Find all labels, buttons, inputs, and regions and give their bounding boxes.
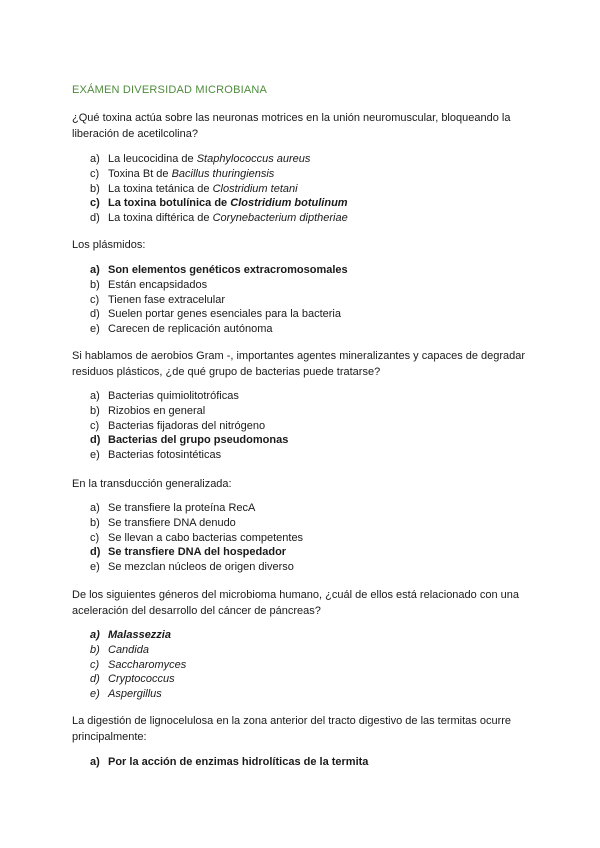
option-item: b) La toxina tetánica de Clostridium tetani (90, 182, 298, 195)
option-item: d) Cryptococcus (90, 673, 175, 686)
option-item: c) Tienen fase extracelular (90, 293, 225, 306)
option-item: c) Bacterias fijadoras del nitrógeno (90, 419, 266, 432)
page-title: EXÁMEN DIVERSIDAD MICROBIANA (72, 84, 268, 96)
option-item-correct: c) La toxina botulínica de Clostridium botulinum (90, 197, 348, 210)
option-item: d) Suelen portar genes esenciales para la bacteria (90, 308, 341, 321)
question-1-options (90, 152, 348, 226)
question-3-options (90, 389, 288, 463)
option-item: e) Bacterias fotosintéticas (90, 449, 222, 462)
question-2: Los plásmidos: (72, 239, 146, 251)
option-item: b) Candida (90, 643, 149, 656)
option-item-correct: a) Son elementos genéticos extracromosomales (90, 264, 348, 276)
option-item: c) Toxina Bt de Bacillus thuringiensis (90, 167, 275, 180)
option-item: d) La toxina diftérica de Corynebacterium diptheriae (90, 212, 348, 225)
option-item: b) Están encapsidados (90, 278, 208, 291)
option-item: c) Se llevan a cabo bacterias competentes (90, 531, 304, 544)
option-item: a) La leucocidina de Staphylococcus aureus (90, 153, 311, 165)
question-4: En la transducción generalizada: (72, 478, 232, 490)
question-6-options (90, 755, 368, 770)
option-item: e) Aspergillus (90, 688, 162, 701)
option-item: b) Rizobios en general (90, 404, 206, 417)
option-item-correct: a) Por la acción de enzimas hidrolíticas de la termita (90, 756, 369, 768)
option-item: a) Bacterias quimiolitotróficas (90, 390, 239, 402)
question-6: La digestión de lignocelulosa en la zona anterior del tracto digestivo de las termitas ocurre principalmente: (72, 715, 512, 743)
question-5-options (90, 628, 186, 702)
option-item-correct: a) Malassezzia (90, 629, 171, 641)
question-2-options (90, 263, 348, 337)
option-item: e) Carecen de replicación autónoma (90, 323, 273, 336)
question-4-options (90, 501, 303, 575)
question-5: De los siguientes géneros del microbioma humano, ¿cuál de ellos está relacionado con una aceleración del desarrollo del cáncer de páncreas? (72, 589, 519, 617)
option-item-correct: d) Se transfiere DNA del hospedador (90, 546, 287, 559)
question-3: Si hablamos de aerobios Gram -, importantes agentes mineralizantes y capaces de degradar residuos plásticos, ¿de qué grupo de bacterias puede tratarse? (72, 350, 526, 378)
option-item: b) Se transfiere DNA denudo (90, 516, 236, 529)
option-item: c) Saccharomyces (90, 658, 187, 671)
question-1: ¿Qué toxina actúa sobre las neuronas motrices en la unión neuromuscular, bloqueando la liberación de acetilcolina? (72, 112, 511, 140)
option-item-correct: d) Bacterias del grupo pseudomonas (90, 434, 289, 447)
option-item: a) Se transfiere la proteína RecA (90, 502, 256, 514)
option-item: e) Se mezclan núcleos de origen diverso (90, 561, 294, 574)
